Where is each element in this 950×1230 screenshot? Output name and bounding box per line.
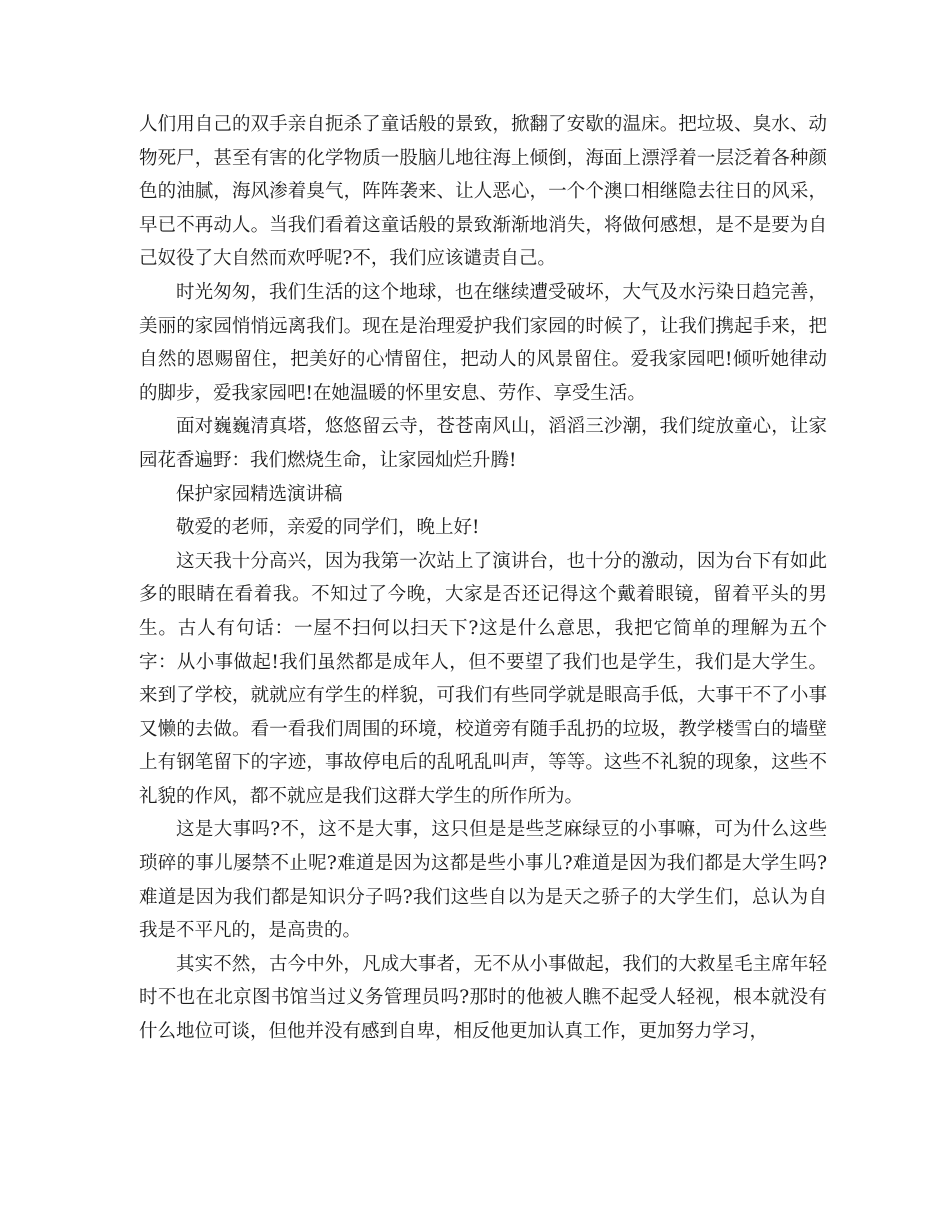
paragraph-1: 人们用自己的双手亲自扼杀了童话般的景致，掀翻了安歇的温床。把垃圾、臭水、动物死尸，甚至有害的化学物质一股脑儿地往海上倾倒，海面上漂浮着一层泛着各种颜色的油腻，海风渗着臭气，阵阵袭来、让人恶心，一个个澳口相继隐去往日的风采，早已不再动人。当我们看着这童话般的景致渐渐地消失，将做何感想，是不是要为自己奴役了大自然而欢呼呢?不，我们应该谴责自己。 (139, 114, 827, 270)
document-body (139, 108, 827, 1049)
paragraph-7: 这是大事吗?不，这不是大事，这只但是是些芝麻绿豆的小事嘛，可为什么这些琐碎的事儿屡禁不止呢?难道是因为这都是些小事儿?难道是因为我们都是大学生吗?难道是因为我们都是知识分子吗?我们这些自以为是天之骄子的大学生们，总认为自我是不平凡的，是高贵的。 (139, 819, 827, 942)
paragraph-3: 面对巍巍清真塔，悠悠留云寺，苍苍南风山，滔滔三沙潮，我们绽放童心，让家园花香遍野：我们燃烧生命，让家园灿烂升腾! (139, 416, 827, 471)
section-title: 保护家园精选演讲稿 (176, 483, 343, 505)
paragraph-6: 这天我十分高兴，因为我第一次站上了演讲台，也十分的激动，因为台下有如此多的眼睛在看着我。不知过了今晚，大家是否还记得这个戴着眼镜，留着平头的男生。古人有句话：一屋不扫何以扫天下?这是什么意思，我把它简单的理解为五个字：从小事做起!我们虽然都是成年人，但不要望了我们也是学生，我们是大学生。来到了学校，就就应有学生的样貌，可我们有些同学就是眼高手低，大事干不了小事又懒的去做。看一看我们周围的环境，校道旁有随手乱扔的垃圾，教学楼雪白的墙壁上有钢笔留下的字迹，事故停电后的乱吼乱叫声，等等。这些不礼貌的现象，这些不礼貌的作风，都不就应是我们这群大学生的所作所为。 (139, 550, 827, 807)
paragraph-8: 其实不然，古今中外，凡成大事者，无不从小事做起，我们的大救星毛主席年轻时不也在北京图书馆当过义务管理员吗?那时的他被人瞧不起受人轻视，根本就没有什么地位可谈，但他并没有感到自卑，相反他更加认真工作，更加努力学习， (139, 953, 827, 1043)
greeting: 敬爱的老师，亲爱的同学们，晚上好! (176, 517, 480, 539)
paragraph-2: 时光匆匆，我们生活的这个地球，也在继续遭受破坏，大气及水污染日趋完善，美丽的家园悄悄远离我们。现在是治理爱护我们家园的时候了，让我们携起手来，把自然的恩赐留住，把美好的心情留住，把动人的风景留住。爱我家园吧!倾听她律动的脚步，爱我家园吧!在她温暖的怀里安息、劳作、享受生活。 (139, 281, 827, 404)
